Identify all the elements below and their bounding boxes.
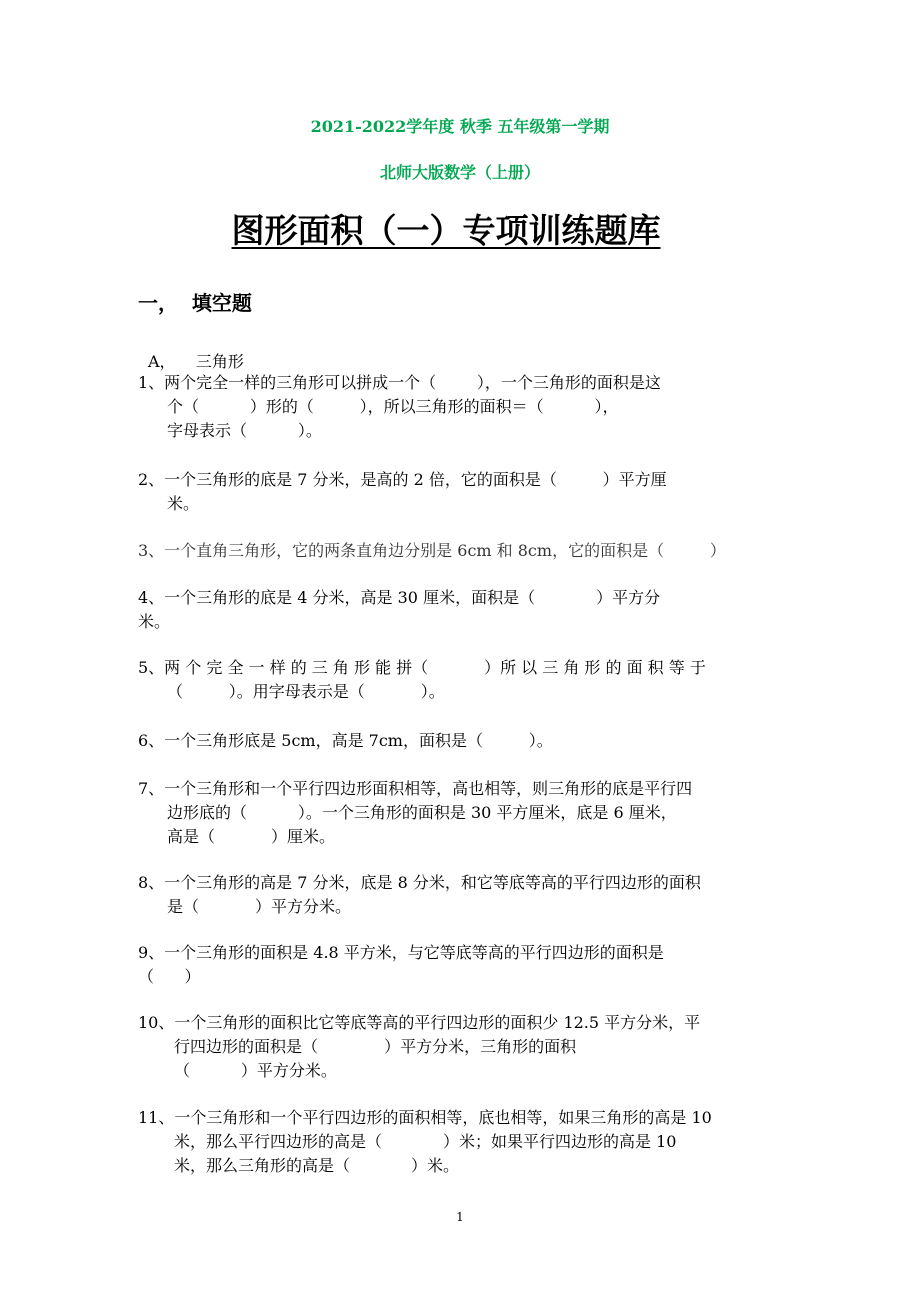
page-number: 1	[456, 1210, 464, 1224]
question-line: 8、一个三角形的高是 7 分米，底是 8 分米，和它等底等高的平行四边形的面积	[138, 873, 701, 892]
question-line: 11、一个三角形和一个平行四边形的面积相等，底也相等，如果三角形的高是 10	[138, 1108, 712, 1127]
question-line: 边形底的（ ）。一个三角形的面积是 30 平方厘米，底是 6 厘米，	[167, 803, 677, 822]
page-title-text: 图形面积（一）专项训练题库	[231, 211, 661, 250]
question-line: 行四边形的面积是（ ）平方分米，三角形的面积	[174, 1037, 577, 1056]
question-5	[138, 656, 706, 704]
question-2	[138, 468, 667, 516]
header-textbook: 北师大版数学（上册）	[379, 163, 540, 182]
header-term: 2021-2022学年度 秋季 五年级第一学期	[310, 117, 610, 136]
question-line: 9、一个三角形的面积是 4.8 平方米，与它等底等高的平行四边形的面积是	[138, 943, 664, 962]
question-line: （ ）平方分米。	[174, 1061, 337, 1080]
question-line: 5、两 个 完 全 一 样 的 三 角 形 能 拼（ ）所 以 三 角 形 的 面 积 等 于	[138, 658, 706, 677]
question-line: 米。	[138, 612, 171, 631]
question-line: 4、一个三角形的底是 4 分米，高是 30 厘米，面积是（ ）平方分	[138, 588, 661, 607]
question-line: 个（ ）形的（ ），所以三角形的面积＝（ ），	[167, 397, 619, 416]
question-3	[138, 539, 726, 563]
question-1	[138, 371, 661, 443]
subsection-heading: A， 三角形	[148, 352, 244, 371]
question-line: 1、两个完全一样的三角形可以拼成一个（ ），一个三角形的面积是这	[138, 373, 661, 392]
question-line: 2、一个三角形的底是 7 分米，是高的 2 倍，它的面积是（ ）平方厘	[138, 470, 667, 489]
question-8	[138, 871, 701, 919]
question-line: 6、一个三角形底是 5cm，高是 7cm，面积是（ ）。	[138, 731, 553, 750]
question-line: 字母表示（ ）。	[167, 421, 322, 440]
question-line: （ ）。用字母表示是（ ）。	[167, 682, 445, 701]
question-line: （ ）	[138, 967, 201, 986]
question-line: 10、一个三角形的面积比它等底等高的平行四边形的面积少 12.5 平方分米，平	[138, 1013, 701, 1032]
section-heading: 一， 填空题	[138, 291, 252, 315]
question-line: 高是（ ）厘米。	[167, 827, 335, 846]
question-10	[138, 1011, 700, 1083]
question-6	[138, 729, 553, 753]
question-line: 米，那么平行四边形的高是（ ）米；如果平行四边形的高是 10	[174, 1132, 677, 1151]
question-line: 米，那么三角形的高是（ ）米。	[174, 1156, 460, 1175]
question-7	[138, 777, 692, 849]
question-4	[138, 586, 660, 634]
question-9	[138, 941, 664, 989]
question-line: 7、一个三角形和一个平行四边形面积相等，高也相等，则三角形的底是平行四	[138, 779, 693, 798]
question-line: 米。	[167, 494, 200, 513]
question-line: 是（ ）平方分米。	[167, 897, 351, 916]
question-11	[138, 1106, 712, 1178]
question-line: 3、一个直角三角形，它的两条直角边分别是 6cm 和 8cm，它的面积是（ ）	[138, 541, 726, 560]
page-title	[0, 205, 892, 252]
